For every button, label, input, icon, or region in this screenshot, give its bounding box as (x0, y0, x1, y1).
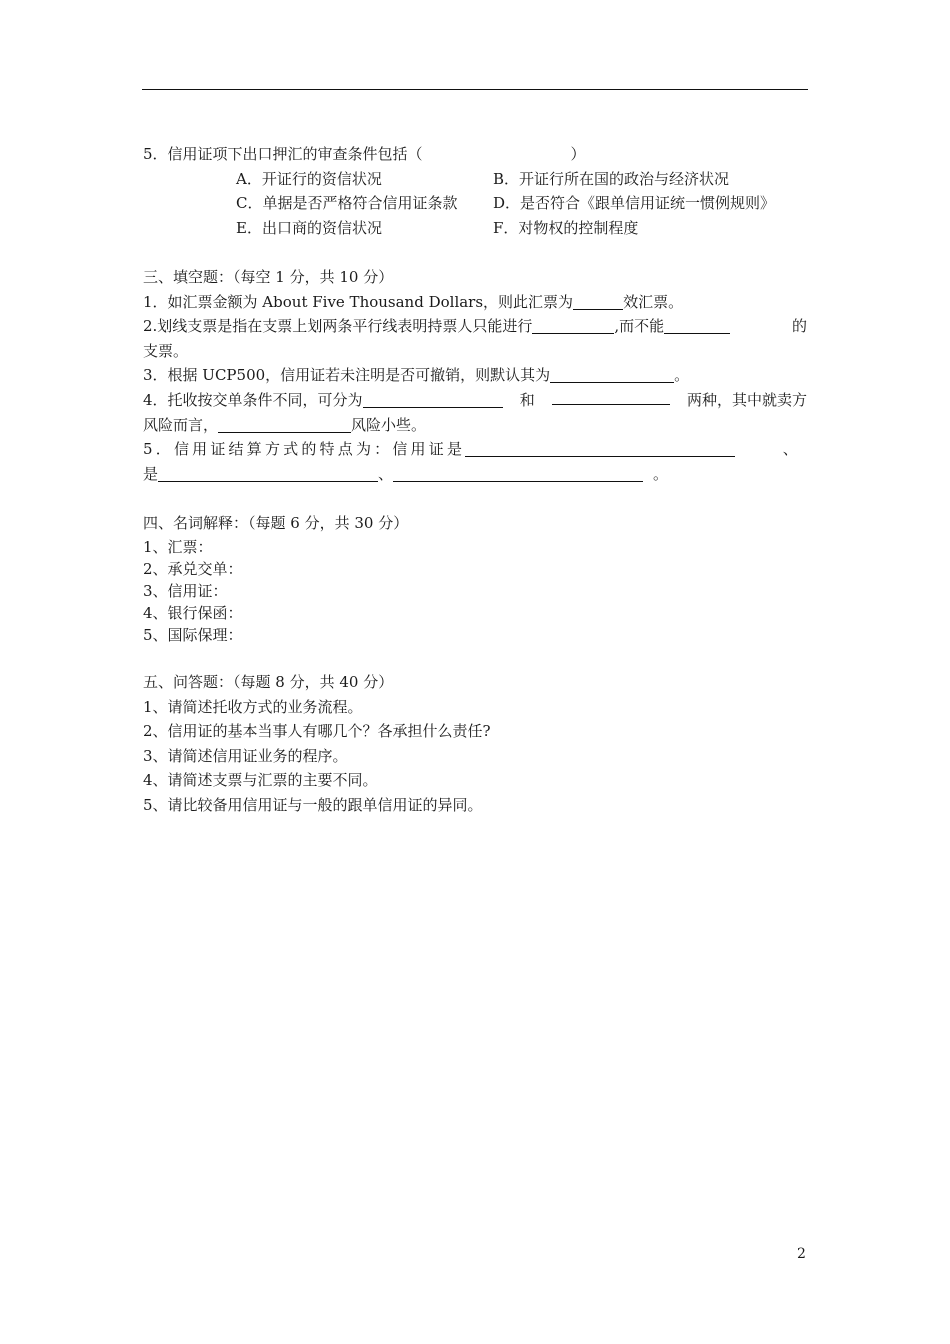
fill-q1-text-end: 效汇票。 (623, 292, 684, 311)
fill-q1-text: 1．如汇票金额为 About Five Thousand Dollars，则此汇票为 (143, 292, 574, 311)
section-fill-title: 三、填空题：（每空 1 分，共 10 分） (143, 267, 394, 286)
fill-blank (550, 366, 674, 383)
fill-q4-text-tail: 风险小些。 (351, 415, 427, 434)
mc-option-c: C．单据是否严格符合信用证条款 (236, 194, 458, 213)
fill-q5-text-is: 是 (143, 464, 159, 483)
fill-question-3 (143, 363, 807, 388)
page-number: 2 (797, 1246, 806, 1262)
mc-option-f: F．对物权的控制程度 (493, 218, 639, 237)
mc-options-row-3 (143, 216, 807, 241)
mc-options-row-2 (143, 191, 807, 216)
fill-question-2-continued: 支票。 (143, 341, 189, 360)
term-item: 2、承兑交单： (143, 559, 243, 578)
fill-q2-text: 2.划线支票是指在支票上划两条平行线表明持票人只能进行 (143, 317, 533, 336)
mc-option-d: D．是否符合《跟单信用证统一惯例规则》 (493, 194, 776, 213)
fill-q4-text-risk: 风险而言， (143, 415, 219, 434)
mc-option-b: B．开证行所在国的政治与经济状况 (493, 169, 730, 188)
qa-item: 4、请简述支票与汇票的主要不同。 (143, 771, 378, 790)
fill-question-4-continued (143, 413, 807, 438)
fill-blank (393, 465, 643, 482)
term-item: 1、汇票： (143, 537, 213, 556)
fill-blank (363, 391, 503, 408)
mc-question-5-paren-close: ） (570, 145, 586, 163)
fill-question-1 (143, 290, 807, 315)
mc-question-5-stem (143, 142, 807, 167)
mc-option-a: A．开证行的资信状况 (236, 169, 382, 188)
section-terms-title: 四、名词解释：（每题 6 分，共 30 分） (143, 513, 409, 532)
qa-item: 2、信用证的基本当事人有哪几个？各承担什么责任? (143, 722, 491, 741)
fill-blank (158, 465, 378, 482)
fill-question-2 (143, 314, 807, 339)
fill-q5-text-end: 。 (653, 464, 669, 483)
fill-question-5 (143, 437, 807, 462)
fill-q3-text: 3．根据 UCP500，信用证若未注明是否可撤销，则默认其为 (143, 366, 551, 385)
fill-q4-text-end: 两种，其中就卖方 (686, 390, 807, 409)
fill-q5-text: 5．信用证结算方式的特点为：信用证是 (143, 440, 466, 459)
fill-q3-text-end: 。 (674, 366, 690, 385)
fill-blank (218, 416, 351, 433)
term-item: 4、银行保函： (143, 603, 243, 622)
fill-blank (552, 388, 670, 405)
term-item: 5、国际保理： (143, 625, 243, 644)
fill-blank (573, 293, 623, 310)
fill-blank (465, 440, 735, 457)
fill-q5-text-sep: 、 (782, 440, 801, 459)
fill-q5-text-sep2: 、 (378, 464, 394, 483)
mc-option-e: E．出口商的资信状况 (236, 218, 382, 237)
fill-q2-text-end: 的 (791, 317, 807, 336)
mc-options-row-1 (143, 167, 807, 192)
header-rule (142, 89, 808, 90)
fill-blank (532, 317, 614, 334)
fill-question-4 (143, 388, 807, 413)
fill-q2-text-mid: ,而不能 (614, 317, 665, 336)
section-qa-title: 五、问答题：（每题 8 分，共 40 分） (143, 673, 394, 692)
fill-q4-text-and: 和 (519, 390, 535, 409)
fill-blank (664, 317, 730, 334)
fill-q4-text: 4．托收按交单条件不同，可分为 (143, 390, 363, 409)
exam-page (143, 142, 807, 818)
qa-item: 1、请简述托收方式的业务流程。 (143, 697, 363, 716)
qa-item: 3、请简述信用证业务的程序。 (143, 746, 348, 765)
term-item: 3、信用证： (143, 581, 228, 600)
qa-item: 5、请比较备用信用证与一般的跟单信用证的异同。 (143, 796, 483, 815)
fill-question-5-continued (143, 462, 807, 487)
mc-question-5-stem-text: 5．信用证项下出口押汇的审查条件包括（ (143, 145, 423, 163)
